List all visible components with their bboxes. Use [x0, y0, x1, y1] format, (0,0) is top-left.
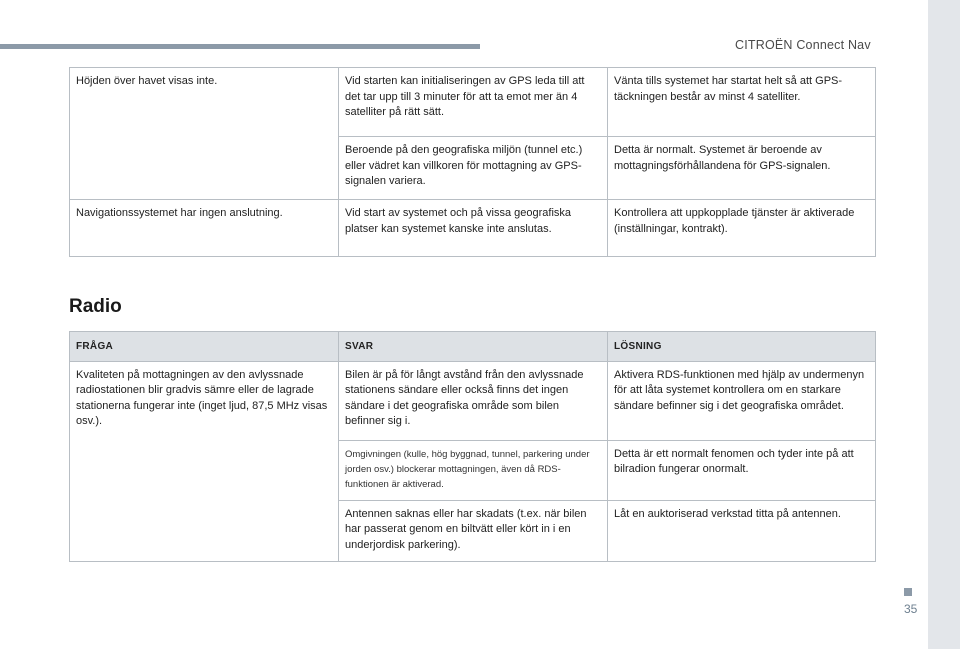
solution-cell: Kontrollera att uppkopplade tjänster är aktiverade (inställningar, kontrakt).: [608, 200, 876, 257]
solution-cell: Detta är normalt. Systemet är beroende av mottagningsförhållandena för GPS-signalen.: [608, 137, 876, 200]
header-title: CITROËN Connect Nav: [735, 38, 871, 52]
table-row: [70, 200, 876, 257]
table-row: [70, 361, 876, 440]
question-cell: Kvaliteten på mottagningen av den avlyssnade radiostationen blir gradvis sämre eller de lagrade stationerna fungerar inte (inget ljud, 87,5 MHz visas osv.).: [70, 361, 339, 562]
question-cell: Navigationssystemet har ingen anslutning.: [70, 200, 339, 257]
column-header-solution: LÖSNING: [608, 332, 876, 362]
solution-cell: Detta är ett normalt fenomen och tyder inte på att bilradion fungerar onormalt.: [608, 440, 876, 500]
answer-cell: Vid start av systemet och på vissa geografiska platser kan systemet kanske inte anslutas.: [339, 200, 608, 257]
page-number: 35: [904, 602, 918, 616]
question-cell: Höjden över havet visas inte.: [70, 68, 339, 200]
answer-cell: Bilen är på för långt avstånd från den avlyssnade stationens sändare eller också finns det ingen sändare i det geografiska område som bilen befinner sig i.: [339, 361, 608, 440]
table-row: [70, 68, 876, 137]
table-header-row: [70, 332, 876, 362]
column-header-answer: SVAR: [339, 332, 608, 362]
header-rule: [0, 44, 480, 49]
solution-cell: Vänta tills systemet har startat helt så att GPS-täckningen består av minst 4 satelliter.: [608, 68, 876, 137]
answer-cell: Beroende på den geografiska miljön (tunnel etc.) eller vädret kan villkoren för mottagning av GPS-signalen variera.: [339, 137, 608, 200]
radio-troubleshooting-table: [69, 331, 876, 562]
answer-cell: Antennen saknas eller har skadats (t.ex. när bilen har passerat genom en biltvätt eller kört in i en underjordisk parkering).: [339, 500, 608, 562]
solution-cell: Aktivera RDS-funktionen med hjälp av undermenyn för att låta systemet kontrollera om en starkare sändare befinner sig i det geografiska området.: [608, 361, 876, 440]
answer-cell: Vid starten kan initialiseringen av GPS leda till att det tar upp till 3 minuter för att ta emot mer än 4 satelliter på rätt sätt.: [339, 68, 608, 137]
page-edge-strip: [928, 0, 960, 649]
column-header-question: FRÅGA: [70, 332, 339, 362]
solution-cell: Låt en auktoriserad verkstad titta på antennen.: [608, 500, 876, 562]
answer-cell: Omgivningen (kulle, hög byggnad, tunnel, parkering under jorden osv.) blockerar mottagningen, även då RDS-funktionen är aktiverad.: [339, 440, 608, 500]
gps-troubleshooting-table: [69, 67, 876, 257]
section-title-radio: Radio: [69, 296, 122, 317]
page-marker-square: [904, 588, 912, 596]
